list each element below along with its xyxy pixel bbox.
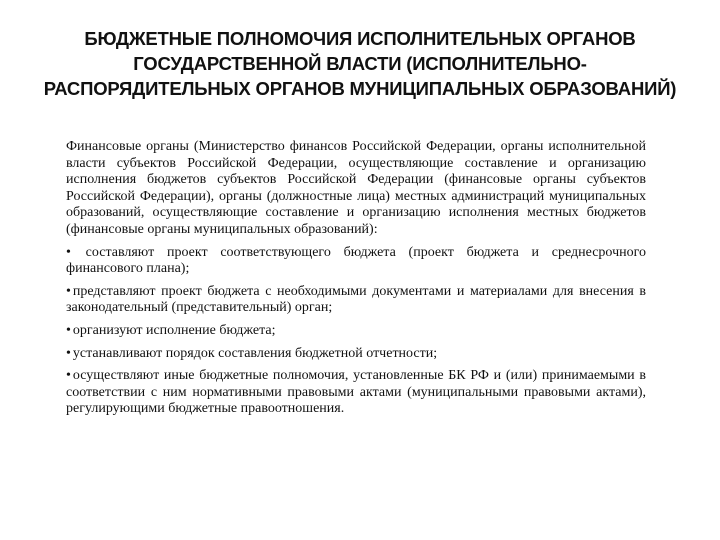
bullet-item [66,284,646,317]
bullet-mark: • [66,345,71,361]
bullet-text: организуют исполнение бюджета; [72,322,276,338]
bullet-item [66,245,646,278]
bullet-item [66,346,646,363]
bullet-text: составляют проект соответствующего бюджета (проект бюджета и среднесрочного финансового плана); [66,244,646,277]
bullet-item [66,368,646,418]
bullet-item [66,323,646,340]
bullet-mark: • [66,244,71,260]
bullet-mark: • [66,322,71,338]
bullet-mark: • [66,283,71,299]
slide-title: БЮДЖЕТНЫЕ ПОЛНОМОЧИЯ ИСПОЛНИТЕЛЬНЫХ ОРГАНОВ ГОСУДАРСТВЕННОЙ ВЛАСТИ (ИСПОЛНИТЕЛЬНО-РАСПОРЯДИТЕЛЬНЫХ ОРГАНОВ МУНИЦИПАЛЬНЫХ ОБРАЗОВАНИЙ) [43,28,677,99]
slide-body [66,139,646,424]
bullet-text: осуществляют иные бюджетные полномочия, установленные БК РФ и (или) принимаемыми в соответствии с ним нормативными правовыми актами (муниципальными правовыми актами), регулирующими бюджетные правоотношения. [66,368,646,417]
bullet-mark: • [66,368,71,384]
intro-paragraph: Финансовые органы (Министерство финансов Российской Федерации, органы исполнительной власти субъектов Российской Федерации, осуществляющие составление и организацию исполнения бюджетов субъектов Российской Федерации (финансовые органы субъектов Российской Федерации), органы (должностные лица) местных администраций муниципальных образований, осуществляющие составление и организацию исполнения местных бюджетов (финансовые органы муниципальных образований): [66,139,646,237]
bullet-text: устанавливают порядок составления бюджетной отчетности; [72,345,438,361]
bullet-text: представляют проект бюджета с необходимыми документами и материалами для внесения в законодательный (представительный) орган; [66,283,646,316]
